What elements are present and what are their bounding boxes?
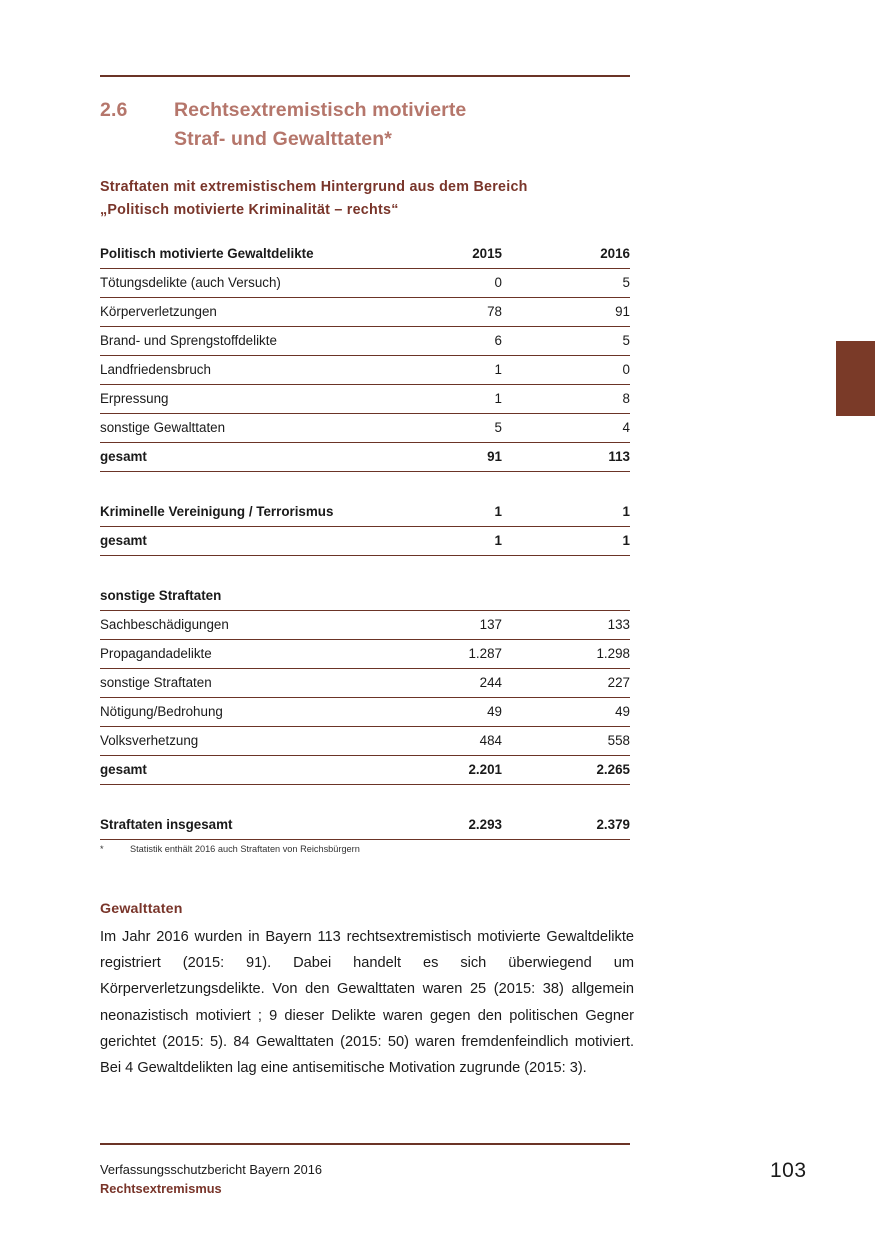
section-heading: Gewalttaten <box>100 901 183 917</box>
footer-rule-divider <box>100 1143 630 1145</box>
chapter-title-line2: Straf- und Gewalttaten* <box>174 128 392 150</box>
table-header-row <box>100 498 630 527</box>
row-label: Brand- und Sprengstoffdelikte <box>100 333 277 348</box>
row-value-2016: 5 <box>622 333 630 348</box>
block-spacer <box>100 785 630 812</box>
row-value-2015: 78 <box>487 304 502 319</box>
row-value-2015: 484 <box>479 733 502 748</box>
block-spacer <box>100 556 630 583</box>
table-header-2015: 1 <box>494 504 502 519</box>
row-value-2016: 49 <box>615 704 630 719</box>
section-paragraph: Im Jahr 2016 wurden in Bayern 113 rechtsextremistisch motivierte Gewaltdelikte registriert (2015: 91). Dabei handelt es sich überwiegend um Körperverletzungsdelikte. Von den Gewalttaten waren 25 (2015: 38) allgemein neonazistisch motiviert ; 9 dieser Delikte waren gegen den politischen Gegner gerichtet (2015: 5). 84 Gewalttaten (2015: 50) waren fremdenfeindlich motiviert. Bei 4 Gewaltdelikten lag eine antisemitische Motivation zugrunde (2015: 3). <box>100 929 634 1077</box>
chapter-title-line1: Rechtsextremistisch motivierte <box>174 99 467 121</box>
subtitle-line2: „Politisch motivierte Kriminalität – rechts“ <box>100 201 399 218</box>
statistics-table <box>100 240 630 840</box>
table-row <box>100 611 630 640</box>
row-label: Landfriedensbruch <box>100 362 211 377</box>
grand-total-2015: 2.293 <box>468 817 502 832</box>
row-value-2015: 5 <box>494 420 502 435</box>
table-header-2015: 2015 <box>472 246 502 261</box>
table-row <box>100 327 630 356</box>
table-row <box>100 640 630 669</box>
chapter-number: 2.6 <box>100 99 128 121</box>
subtitle-line1: Straftaten mit extremistischem Hintergrund aus dem Bereich <box>100 179 528 195</box>
subtitle <box>100 176 640 221</box>
row-value-2016: 91 <box>615 304 630 319</box>
table-row <box>100 385 630 414</box>
footer-text <box>100 1160 322 1198</box>
table-total-row <box>100 443 630 472</box>
total-value-2015: 2.201 <box>468 762 502 777</box>
table-row <box>100 669 630 698</box>
row-label: Nötigung/Bedrohung <box>100 704 223 719</box>
table-body <box>100 240 630 840</box>
footer-report-title: Verfassungsschutzbericht Bayern 2016 <box>100 1162 322 1177</box>
total-value-2015: 91 <box>487 449 502 464</box>
row-label: Körperverletzungen <box>100 304 217 319</box>
row-value-2015: 0 <box>494 275 502 290</box>
table-total-row <box>100 756 630 785</box>
row-value-2015: 1 <box>494 362 502 377</box>
chapter-title <box>174 96 594 154</box>
table-header-2016: 1 <box>622 504 630 519</box>
row-value-2016: 0 <box>622 362 630 377</box>
row-value-2015: 244 <box>479 675 502 690</box>
table-header-2016: 2016 <box>600 246 630 261</box>
table-header-label: Politisch motivierte Gewaltdelikte <box>100 246 314 261</box>
row-value-2015: 1 <box>494 391 502 406</box>
table-header-row <box>100 240 630 269</box>
table-row <box>100 414 630 443</box>
row-label: Propagandadelikte <box>100 646 212 661</box>
block-spacer <box>100 472 630 499</box>
row-value-2016: 5 <box>622 275 630 290</box>
row-label: Volksverhetzung <box>100 733 199 748</box>
row-value-2016: 133 <box>607 617 630 632</box>
grand-total-label: Straftaten insgesamt <box>100 817 233 832</box>
table-header-label: sonstige Straftaten <box>100 588 222 603</box>
table-header-2015 <box>418 582 524 611</box>
grand-total-2016: 2.379 <box>596 817 630 832</box>
row-label: Erpressung <box>100 391 169 406</box>
section-edge-tab <box>836 341 875 416</box>
row-label: Sachbeschädigungen <box>100 617 229 632</box>
table-row <box>100 727 630 756</box>
total-value-2016: 2.265 <box>596 762 630 777</box>
row-value-2015: 137 <box>479 617 502 632</box>
footnote-text: Statistik enthält 2016 auch Straftaten von Reichsbürgern <box>130 844 360 854</box>
row-label: sonstige Straftaten <box>100 675 212 690</box>
top-rule-divider <box>100 75 630 77</box>
row-value-2015: 6 <box>494 333 502 348</box>
table-subheader-row <box>100 582 630 611</box>
table-row <box>100 298 630 327</box>
grand-total-row <box>100 811 630 840</box>
row-label: Tötungsdelikte (auch Versuch) <box>100 275 281 290</box>
row-value-2015: 1.287 <box>468 646 502 661</box>
chapter-heading <box>100 96 630 154</box>
table-row <box>100 269 630 298</box>
total-label: gesamt <box>100 762 147 777</box>
row-value-2015: 49 <box>487 704 502 719</box>
statistics-tables <box>100 240 630 840</box>
row-value-2016: 8 <box>622 391 630 406</box>
row-value-2016: 1.298 <box>596 646 630 661</box>
row-value-2016: 558 <box>607 733 630 748</box>
row-value-2016: 227 <box>607 675 630 690</box>
footnote <box>100 842 630 856</box>
table-total-row <box>100 527 630 556</box>
footnote-marker: * <box>100 844 104 854</box>
row-value-2016: 4 <box>622 420 630 435</box>
total-label: gesamt <box>100 449 147 464</box>
table-header-2016 <box>524 582 630 611</box>
total-value-2016: 1 <box>622 533 630 548</box>
footer-section-name: Rechtsextremismus <box>100 1181 222 1196</box>
page-number: 103 <box>770 1159 807 1182</box>
total-label: gesamt <box>100 533 147 548</box>
total-value-2016: 113 <box>608 449 630 464</box>
row-label: sonstige Gewalttaten <box>100 420 226 435</box>
table-row <box>100 356 630 385</box>
total-value-2015: 1 <box>494 533 502 548</box>
table-row <box>100 698 630 727</box>
table-header-label: Kriminelle Vereinigung / Terrorismus <box>100 504 334 519</box>
